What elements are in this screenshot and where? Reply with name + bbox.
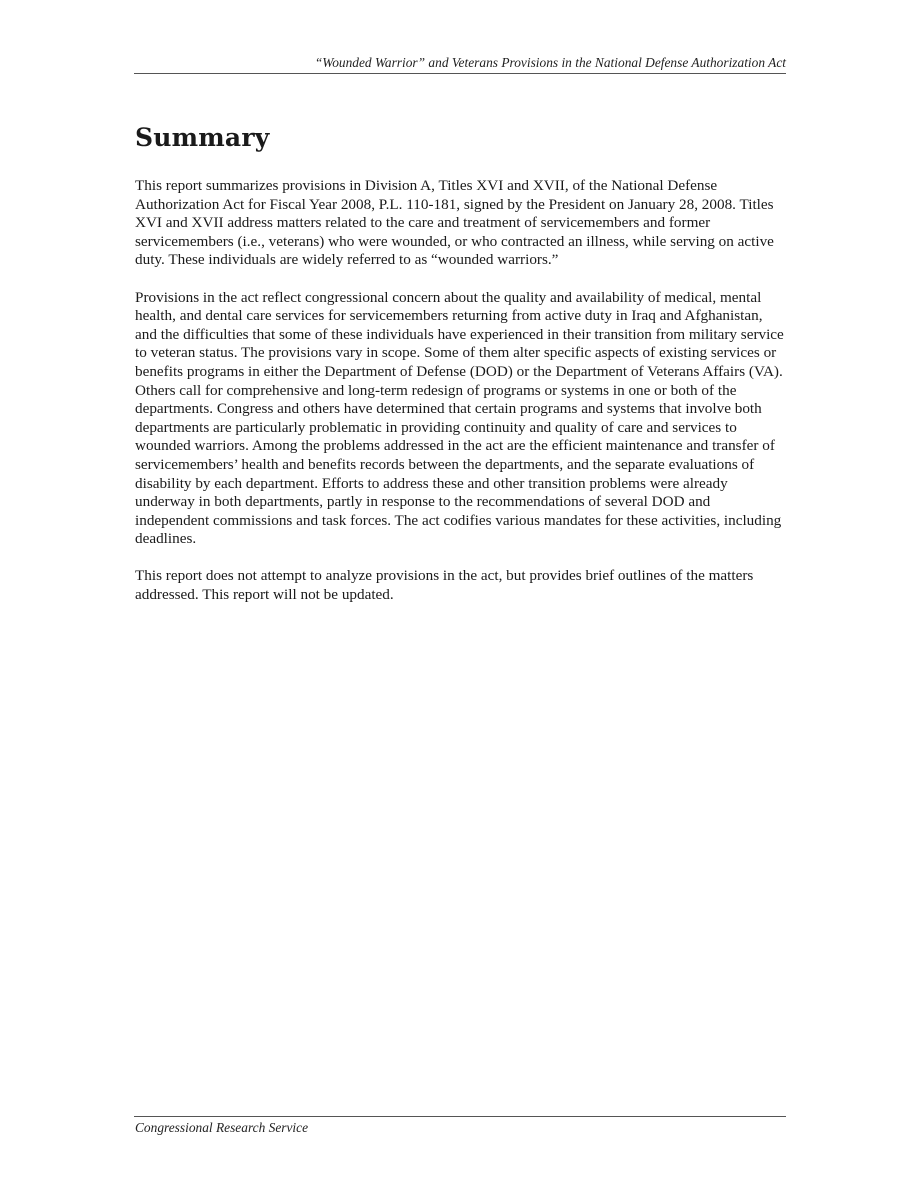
running-header: “Wounded Warrior” and Veterans Provisions in the National Defense Authorization Act: [314, 55, 786, 70]
paragraph-3: This report does not attempt to analyze provisions in the act, but provides brief outlines of the matters addressed. This report will not be updated.: [135, 567, 754, 604]
summary-body: [135, 177, 787, 623]
footer-organization: Congressional Research Service: [135, 1120, 309, 1135]
section-title: Summary: [135, 123, 270, 152]
header-rule: [134, 73, 786, 74]
paragraph-2: Provisions in the act reflect congressional concern about the quality and availability of medical, mental health, and dental care services for servicemembers returning from active duty in Iraq and Afghanistan, and the difficulties that some of these individuals have experienced in their transition from military service to veteran status. The provisions vary in scope. Some of them alter specific aspects of existing services or benefits programs in either the Department of Defense (DOD) or the Department of Veterans Affairs (VA). Others call for comprehensive and long-term redesign of programs or systems in one or both of the departments. Congress and others have determined that certain programs and systems that involve both departments are particularly problematic in providing continuity and quality of care and services to wounded warriors. Among the problems addressed in the act are the efficient maintenance and transfer of servicemembers’ health and benefits records between the departments, and the separate evaluations of disability by each department. Efforts to address these and other transition problems were already underway in both departments, partly in response to the recommendations of several DOD and independent commissions and task forces. The act codifies various mandates for these activities, including deadlines.: [135, 288, 784, 548]
paragraph-1: This report summarizes provisions in Division A, Titles XVI and XVII, of the National Defense Authorization Act for Fiscal Year 2008, P.L. 110-181, signed by the President on January 28, 2008. Titles XVI and XVII address matters related to the care and treatment of servicemembers and former servicemembers (i.e., veterans) who were wounded, or who contracted an illness, while serving on active duty. These individuals are widely referred to as “wounded warriors.”: [135, 177, 774, 269]
footer-rule: [134, 1116, 786, 1117]
